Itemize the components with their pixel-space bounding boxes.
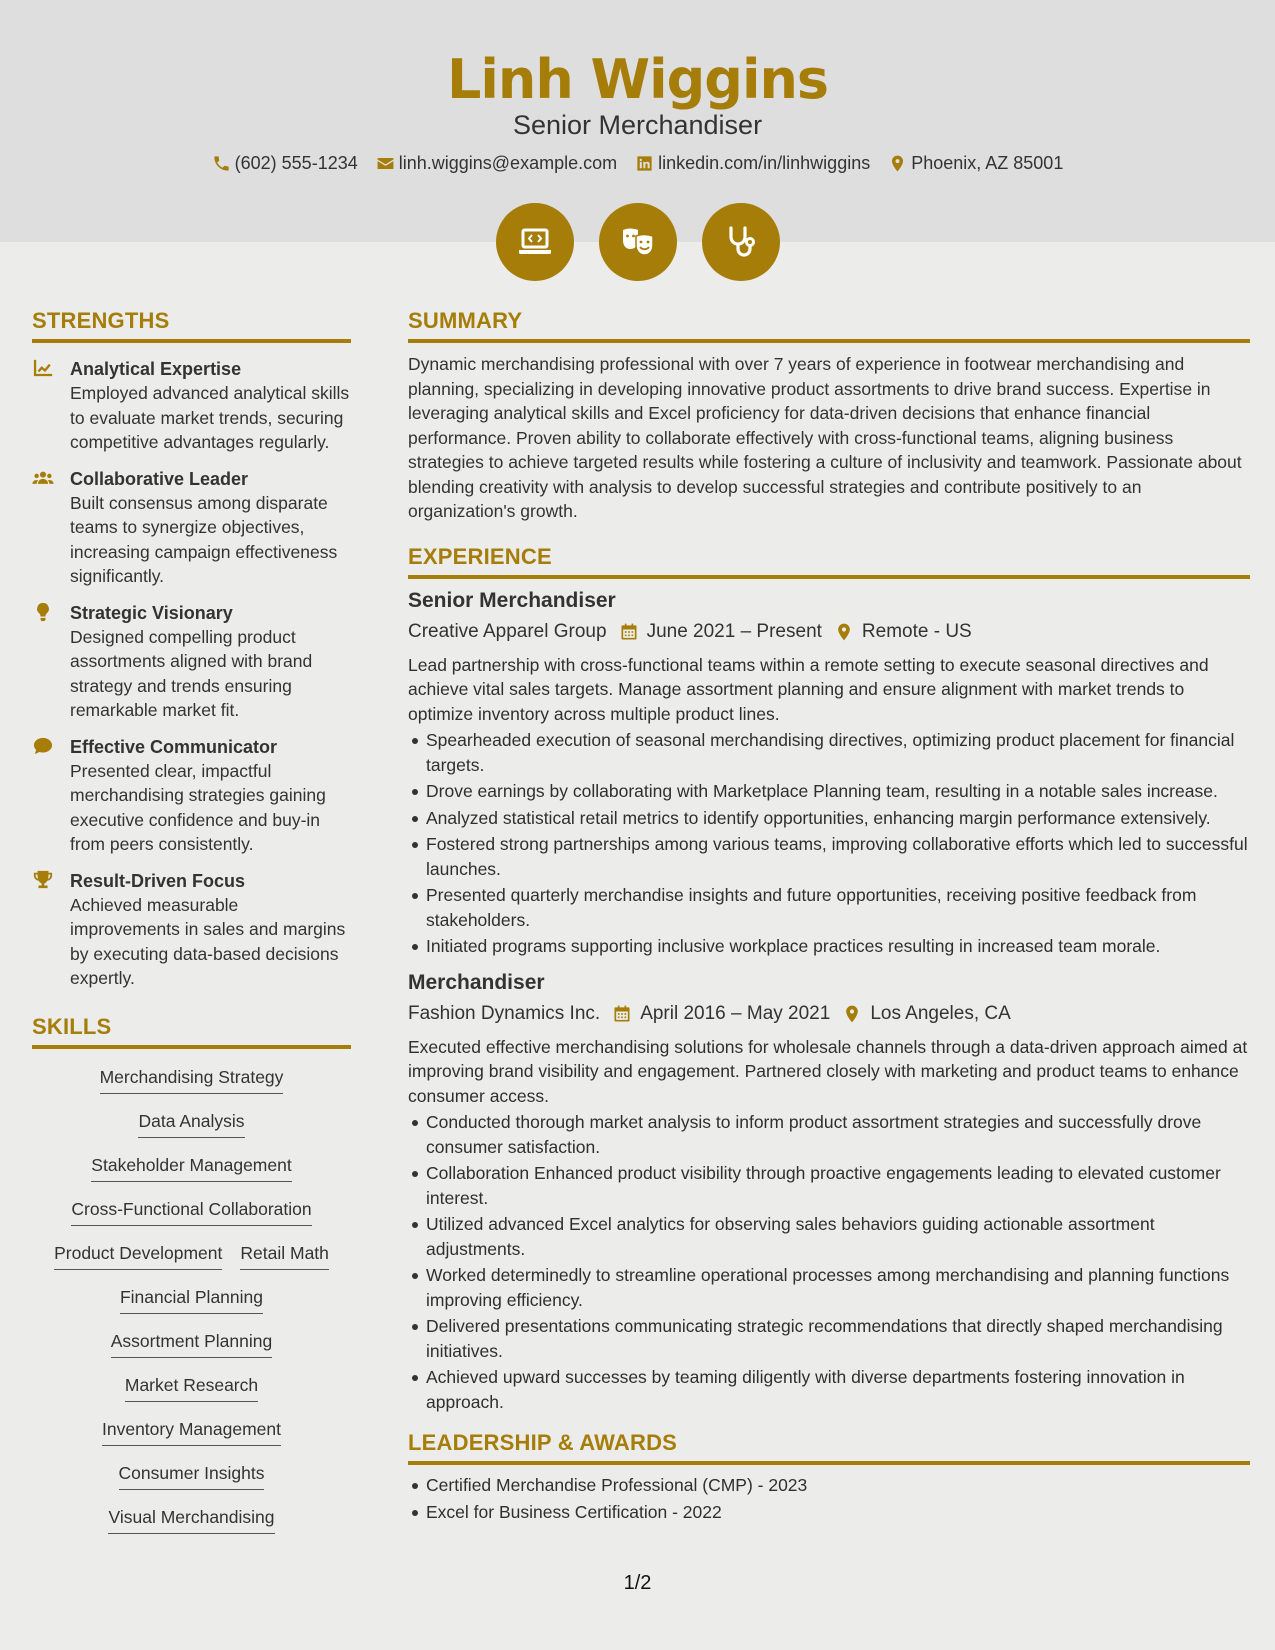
skill-item: Product Development [54, 1241, 222, 1270]
leadership-heading: LEADERSHIP & AWARDS [408, 1430, 1250, 1465]
bullet-item: Fostered strong partnerships among various teams, improving collaborative efforts which led to successful launches. [426, 832, 1250, 881]
leadership-list [408, 1473, 1250, 1524]
skill-item: Retail Math [240, 1241, 329, 1270]
map-marker-icon [888, 154, 907, 173]
contact-phone[interactable] [212, 153, 358, 174]
strength-title: Result-Driven Focus [70, 870, 246, 891]
interest-badges [0, 203, 1275, 281]
bullet-item: Delivered presentations communicating strategic recommendations that directly shaped merchandising initiatives. [426, 1314, 1250, 1363]
contact-linkedin[interactable] [635, 153, 870, 174]
strengths-heading: STRENGTHS [32, 308, 351, 343]
job-description: Executed effective merchandising solutions for wholesale channels through a data-driven approach aimed at improving brand visibility and engagement. Partnered closely with marketing and product teams to enhance consumer access. [408, 1036, 1248, 1106]
candidate-name: Linh Wiggins [446, 48, 829, 111]
bullet-item: Achieved upward successes by teaming diligently with diverse departments fostering innovation in approach. [426, 1365, 1250, 1414]
badge-masks [599, 203, 677, 281]
job-entry [408, 587, 1250, 959]
bullet-item: Drove earnings by collaborating with Marketplace Planning team, resulting in a notable sales increase. [426, 779, 1250, 804]
strength-title: Effective Communicator [70, 736, 278, 757]
job-meta [408, 619, 1250, 645]
bullet-item: Spearheaded execution of seasonal merchandising directives, optimizing product placement for financial targets. [426, 728, 1250, 777]
left-column [32, 308, 351, 1549]
strength-desc: Employed advanced analytical skills to evaluate market trends, securing competitive advantages regularly. [70, 383, 350, 452]
email-text: linh.wiggins@example.com [398, 153, 618, 173]
strength-desc: Presented clear, impactful merchandising strategies gaining executive confidence and buy-in from peers consistently. [70, 760, 326, 854]
theater-masks-icon [618, 222, 658, 262]
job-company: Fashion Dynamics Inc. [408, 1002, 601, 1024]
job-location: Remote - US [861, 620, 972, 642]
strength-title: Analytical Expertise [70, 359, 242, 379]
contact-email[interactable] [376, 153, 617, 174]
linkedin-icon [635, 154, 654, 173]
envelope-icon [376, 154, 395, 173]
strength-item [32, 869, 351, 991]
calendar-icon [612, 1004, 632, 1024]
bullet-item: Initiated programs supporting inclusive workplace practices resulting in increased team morale. [426, 934, 1250, 959]
bullet-item: Conducted thorough market analysis to inform product assortment strategies and successfully drove consumer satisfaction. [426, 1110, 1250, 1159]
strength-title: Strategic Visionary [70, 602, 233, 623]
contact-bar [0, 153, 1275, 174]
job-company: Creative Apparel Group [408, 620, 607, 642]
map-marker-icon [834, 622, 854, 642]
award-item: Excel for Business Certification - 2022 [426, 1500, 1250, 1525]
bullet-item: Analyzed statistical retail metrics to identify opportunities, enhancing margin performance extensively. [426, 806, 1250, 831]
strength-item [32, 735, 351, 857]
location-text: Phoenix, AZ 85001 [911, 153, 1064, 173]
strength-desc: Designed compelling product assortments aligned with brand strategy and trends ensuring remarkable market fit. [70, 626, 313, 720]
trophy-icon [32, 870, 54, 890]
job-description: Lead partnership with cross-functional teams within a remote setting to execute seasonal directives and achieve vital sales targets. Manage assortment planning and ensure alignment with market trends to optimize inventory across multiple product lines. [408, 654, 1209, 724]
skill-item: Visual Merchandising [108, 1505, 274, 1534]
strength-item [32, 357, 351, 455]
stethoscope-icon [721, 222, 761, 262]
award-item: Certified Merchandise Professional (CMP) - 2023 [426, 1473, 1250, 1498]
skill-item: Market Research [125, 1373, 258, 1402]
linkedin-text: linkedin.com/in/linhwiggins [658, 153, 871, 173]
skill-item: Inventory Management [102, 1417, 281, 1446]
job-title: Merchandiser [408, 970, 545, 994]
job-dates: April 2016 – May 2021 [640, 1002, 831, 1024]
skills-list [32, 1065, 351, 1534]
job-bullets [408, 728, 1250, 959]
chart-line-icon [32, 358, 54, 378]
job-bullets [408, 1110, 1250, 1414]
laptop-code-icon [515, 222, 555, 262]
badge-stethoscope [702, 203, 780, 281]
strength-item [32, 467, 351, 589]
comment-icon [32, 736, 54, 756]
bullet-item: Worked determinedly to streamline operational processes among merchandising and planning functions improving efficiency. [426, 1263, 1250, 1312]
experience-heading: EXPERIENCE [408, 544, 1250, 579]
job-dates: June 2021 – Present [646, 620, 822, 642]
bullet-item: Utilized advanced Excel analytics for observing sales behaviors guiding actionable assortment adjustments. [426, 1212, 1250, 1261]
skill-item: Data Analysis [138, 1109, 244, 1138]
strength-item [32, 601, 351, 723]
phone-icon [212, 154, 231, 173]
contact-location [888, 153, 1063, 174]
skill-item: Financial Planning [120, 1285, 263, 1314]
skill-item: Merchandising Strategy [100, 1065, 284, 1094]
skills-heading: SKILLS [32, 1014, 351, 1049]
job-entry [408, 969, 1250, 1415]
job-meta [408, 1001, 1250, 1027]
strength-desc: Achieved measurable improvements in sales and margins by executing data-based decisions expertly. [70, 894, 346, 988]
job-location: Los Angeles, CA [870, 1002, 1011, 1024]
job-title: Senior Merchandiser [408, 588, 616, 612]
calendar-icon [619, 622, 639, 642]
summary-heading: SUMMARY [408, 308, 1250, 343]
candidate-title: Senior Merchandiser [512, 110, 763, 140]
strength-title: Collaborative Leader [70, 468, 249, 489]
users-icon [32, 468, 54, 488]
bullet-item: Collaboration Enhanced product visibility through proactive engagements leading to elevated customer interest. [426, 1161, 1250, 1210]
page-number: 1/2 [623, 1572, 652, 1594]
bullet-item: Presented quarterly merchandise insights and future opportunities, receiving positive feedback from stakeholders. [426, 883, 1250, 932]
skill-item: Stakeholder Management [91, 1153, 291, 1182]
map-marker-icon [842, 1004, 862, 1024]
strength-desc: Built consensus among disparate teams to synergize objectives, increasing campaign effectiveness significantly. [70, 492, 338, 586]
right-column [408, 308, 1250, 1526]
skill-item: Assortment Planning [111, 1329, 272, 1358]
phone-text: (602) 555-1234 [234, 153, 358, 173]
skill-item: Cross-Functional Collaboration [71, 1197, 311, 1226]
lightbulb-icon [32, 602, 54, 622]
strengths-list [32, 357, 351, 991]
badge-laptop [496, 203, 574, 281]
summary-text: Dynamic merchandising professional with over 7 years of experience in footwear merchandising and planning, specializing in developing innovative product assortments to drive brand success. Expertise in leveraging analytical skills and Excel proficiency for data-driven decisions that enhance financial performance. Proven ability to collaborate effectively with cross-functional teams, aligning business strategies to achieve targeted results while fostering a culture of inclusivity and teamwork. Passionate about blending creativity with analysis to develop successful strategies and contribute positively to an organization's growth. [408, 354, 1242, 521]
skill-item: Consumer Insights [119, 1461, 265, 1490]
